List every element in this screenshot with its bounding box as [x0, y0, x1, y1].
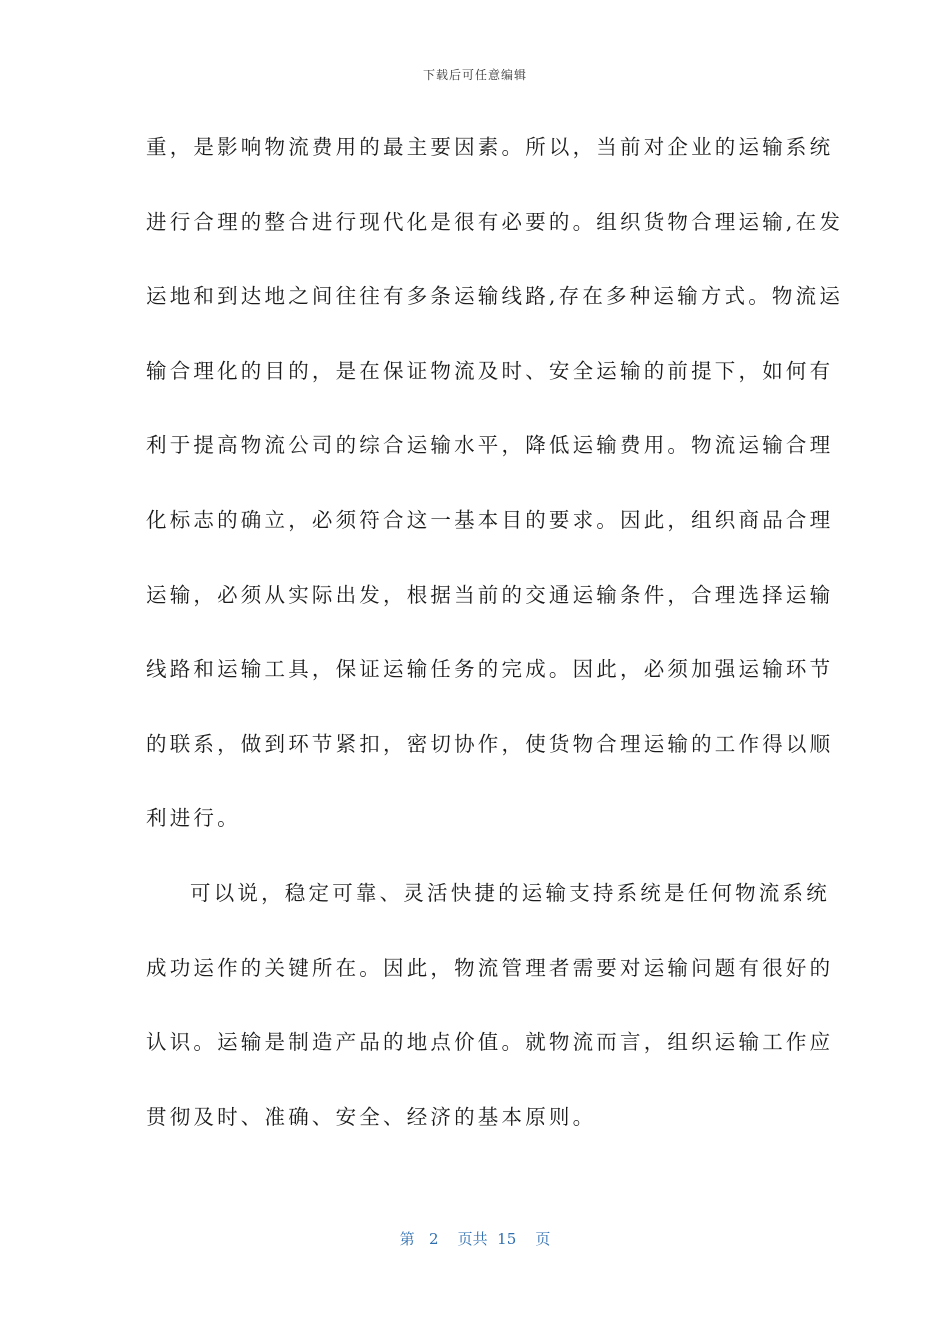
- page-header: 下载后可任意编辑: [422, 68, 527, 82]
- text-line: 进行合理的整合进行现代化是很有必要的。组织货物合理运输,在发: [146, 209, 844, 234]
- page-label-mid: 页共: [457, 1230, 488, 1248]
- text-line: 化标志的确立，必须符合这一基本目的要求。因此，组织商品合理: [146, 507, 834, 532]
- text-line: 运输，必须从实际出发，根据当前的交通运输条件，合理选择运输: [146, 582, 834, 607]
- text-line: 可以说，稳定可靠、灵活快捷的运输支持系统是任何物流系统: [190, 880, 830, 905]
- page-number: 2: [428, 1230, 439, 1248]
- text-line: 线路和运输工具，保证运输任务的完成。因此，必须加强运输环节: [146, 657, 834, 682]
- page-label-suffix: 页: [535, 1230, 551, 1248]
- text-line: 重，是影响物流费用的最主要因素。所以，当前对企业的运输系统: [146, 135, 834, 159]
- text-line: 利于提高物流公司的综合运输水平，降低运输费用。物流运输合理: [146, 433, 834, 458]
- page-footer: [0, 1228, 950, 1249]
- text-line: 贯彻及时、准确、安全、经济的基本原则。: [146, 1104, 597, 1129]
- text-line: 利进行。: [146, 806, 241, 831]
- text-line: 运地和到达地之间往往有多条运输线路,存在多种运输方式。物流运: [146, 284, 844, 309]
- text-line: 的联系，做到环节紧扣，密切协作，使货物合理运输的工作得以顺: [146, 731, 834, 756]
- page-label-prefix: 第: [399, 1230, 415, 1248]
- total-pages: 15: [497, 1230, 517, 1248]
- document-body: [146, 126, 844, 1170]
- text-line: 成功运作的关键所在。因此，物流管理者需要对运输问题有很好的: [146, 955, 834, 980]
- text-line: 输合理化的目的，是在保证物流及时、安全运输的前提下，如何有: [146, 358, 834, 383]
- text-line: 认识。运输是制造产品的地点价值。就物流而言，组织运输工作应: [146, 1030, 834, 1055]
